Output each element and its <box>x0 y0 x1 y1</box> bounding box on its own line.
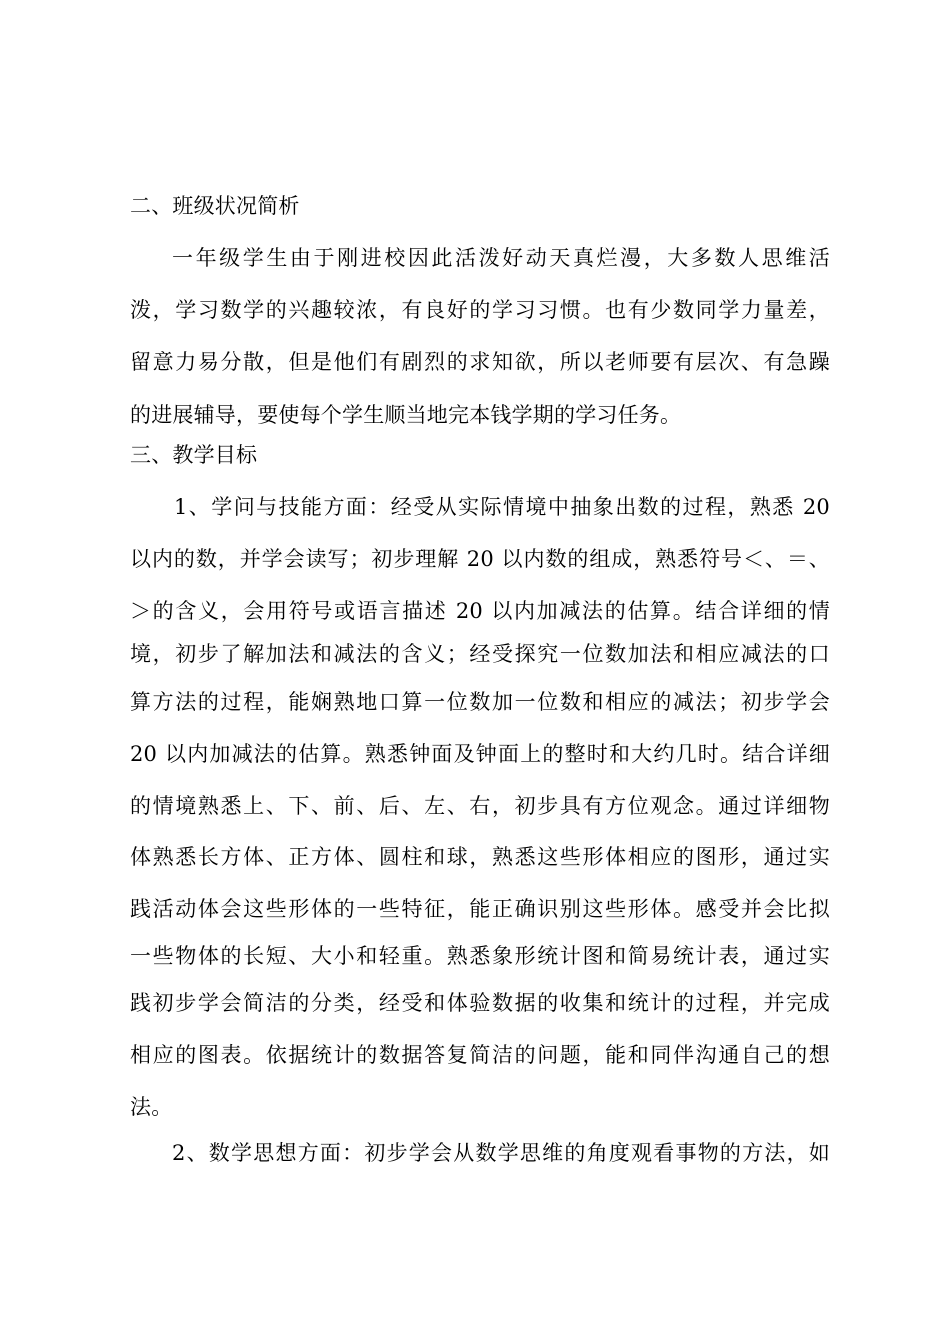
paragraph-line: 一些物体的长短、大小和轻重。熟悉象形统计图和简易统计表，通过实 <box>130 944 830 968</box>
paragraph-line: 1、学问与技能方面：经受从实际情境中抽象出数的过程，熟悉 20 <box>174 495 830 519</box>
paragraph-line: 体熟悉长方体、正方体、圆柱和球，熟悉这些形体相应的图形，通过实 <box>130 845 830 869</box>
paragraph-line: 的进展辅导，要使每个学生顺当地完本钱学期的学习任务。 <box>130 403 682 427</box>
section-heading-class-analysis: 二、班级状况简析 <box>130 194 300 218</box>
paragraph-line: 留意力易分散，但是他们有剧烈的求知欲，所以老师要有层次、有急躁 <box>130 350 830 374</box>
paragraph-line: 算方法的过程，能娴熟地口算一位数加一位数和相应的减法；初步学会 <box>130 690 830 714</box>
paragraph-line: 践初步学会简洁的分类，经受和体验数据的收集和统计的过程，并完成 <box>130 991 830 1015</box>
paragraph-line: 法。 <box>130 1095 173 1119</box>
paragraph-line: 以内的数，并学会读写；初步理解 20 以内数的组成，熟悉符号＜、＝、 <box>130 547 830 571</box>
section-heading-teaching-goals: 三、教学目标 <box>130 443 258 467</box>
paragraph-line: ＞的含义，会用符号或语言描述 20 以内加减法的估算。结合详细的情 <box>130 599 830 623</box>
paragraph-line: 践活动体会这些形体的一些特征，能正确识别这些形体。感受并会比拟 <box>130 897 830 921</box>
paragraph-line: 一年级学生由于刚进校因此活泼好动天真烂漫，大多数人思维活 <box>172 246 830 270</box>
paragraph-line: 2、数学思想方面：初步学会从数学思维的角度观看事物的方法，如 <box>172 1141 830 1165</box>
paragraph-line: 泼，学习数学的兴趣较浓，有良好的学习习惯。也有少数同学力量差， <box>130 298 830 322</box>
paragraph-line: 20 以内加减法的估算。熟悉钟面及钟面上的整时和大约几时。结合详细 <box>130 742 830 766</box>
paragraph-line: 相应的图表。依据统计的数据答复简洁的问题，能和同伴沟通自己的想 <box>130 1043 830 1067</box>
paragraph-line: 境，初步了解加法和减法的含义；经受探究一位数加法和相应减法的口 <box>130 642 830 666</box>
paragraph-line: 的情境熟悉上、下、前、后、左、右，初步具有方位观念。通过详细物 <box>130 794 830 818</box>
